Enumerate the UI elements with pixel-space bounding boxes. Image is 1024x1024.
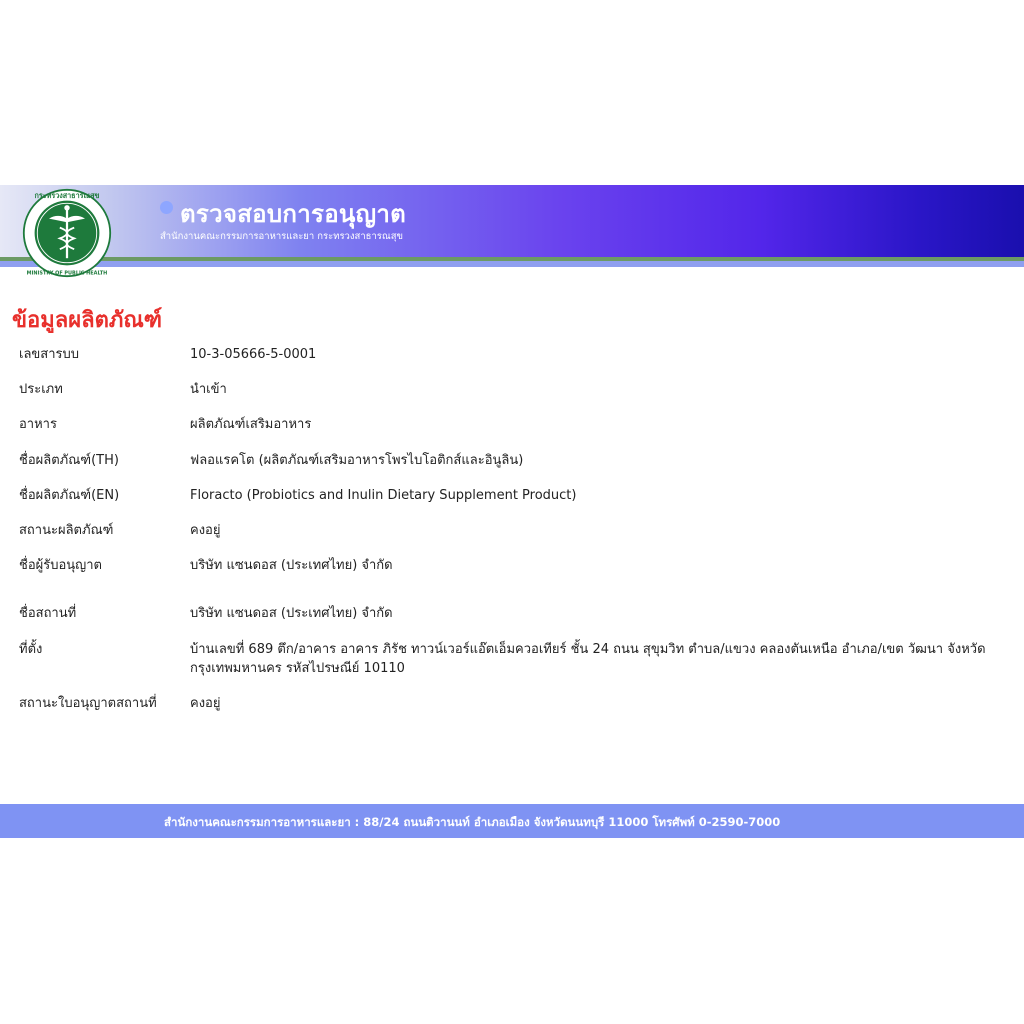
banner-blue-stripe (0, 261, 1024, 267)
page-subtitle: สำนักงานคณะกรรมการอาหารและยา กระทรวงสาธารณสุข (160, 231, 404, 242)
page-title: ตรวจสอบการอนุญาต (180, 200, 407, 228)
field-value: บริษัท แซนดอส (ประเทศไทย) จำกัด (190, 606, 393, 621)
field-label: อาหาร (19, 417, 57, 432)
field-label: ที่ตั้ง (19, 642, 43, 657)
field-label: ชื่อสถานที่ (19, 606, 77, 621)
field-label: ประเภท (19, 382, 63, 397)
field-value: ผลิตภัณฑ์เสริมอาหาร (190, 417, 312, 432)
field-label: ชื่อผู้รับอนุญาต (19, 558, 102, 573)
footer-address: สำนักงานคณะกรรมการอาหารและยา : 88/24 ถนนติวานนท์ อำเภอเมือง จังหวัดนนทบุรี 11000 โทรศัพท์ 0-2590-7000 (164, 815, 781, 829)
field-value: Floracto (Probiotics and Inulin Dietary Supplement Product) (190, 488, 577, 503)
header-banner (0, 185, 1024, 257)
field-value: คงอยู่ (190, 523, 221, 538)
field-label: เลขสารบบ (19, 347, 80, 362)
field-value: บริษัท แซนดอส (ประเทศไทย) จำกัด (190, 558, 393, 573)
logo-text-top: กระทรวงสาธารณสุข (34, 190, 100, 200)
field-label: สถานะผลิตภัณฑ์ (19, 523, 114, 538)
field-value: ฟลอแรคโต (ผลิตภัณฑ์เสริมอาหารโพรไบโอติกส์และอินูลิน) (190, 453, 524, 468)
field-label: ชื่อผลิตภัณฑ์(TH) (19, 453, 119, 468)
ministry-logo (22, 188, 112, 278)
field-label: ชื่อผลิตภัณฑ์(EN) (19, 488, 120, 503)
field-label: สถานะใบอนุญาตสถานที่ (19, 696, 157, 711)
field-value: นำเข้า (190, 382, 227, 397)
title-bullet-icon (160, 201, 173, 214)
field-value: บ้านเลขที่ 689 ตึก/อาคาร อาคาร ภิรัช ทาวน์เวอร์แอ๊ตเอ็มควอเทียร์ ชั้น 24 ถนน สุขุมวิท ตำบล/แขวง คลองตันเหนือ อำเภอ/เขต วัฒนา จังหวัด กรุงเทพมหานคร รหัสไปรษณีย์ 10110 (190, 642, 986, 676)
logo-text-bottom: MINISTRY OF PUBLIC HEALTH (26, 270, 108, 277)
field-value: คงอยู่ (190, 696, 221, 711)
footer-bar (0, 804, 1024, 838)
field-value: 10-3-05666-5-0001 (190, 347, 317, 362)
section-title: ข้อมูลผลิตภัณฑ์ (12, 308, 163, 333)
